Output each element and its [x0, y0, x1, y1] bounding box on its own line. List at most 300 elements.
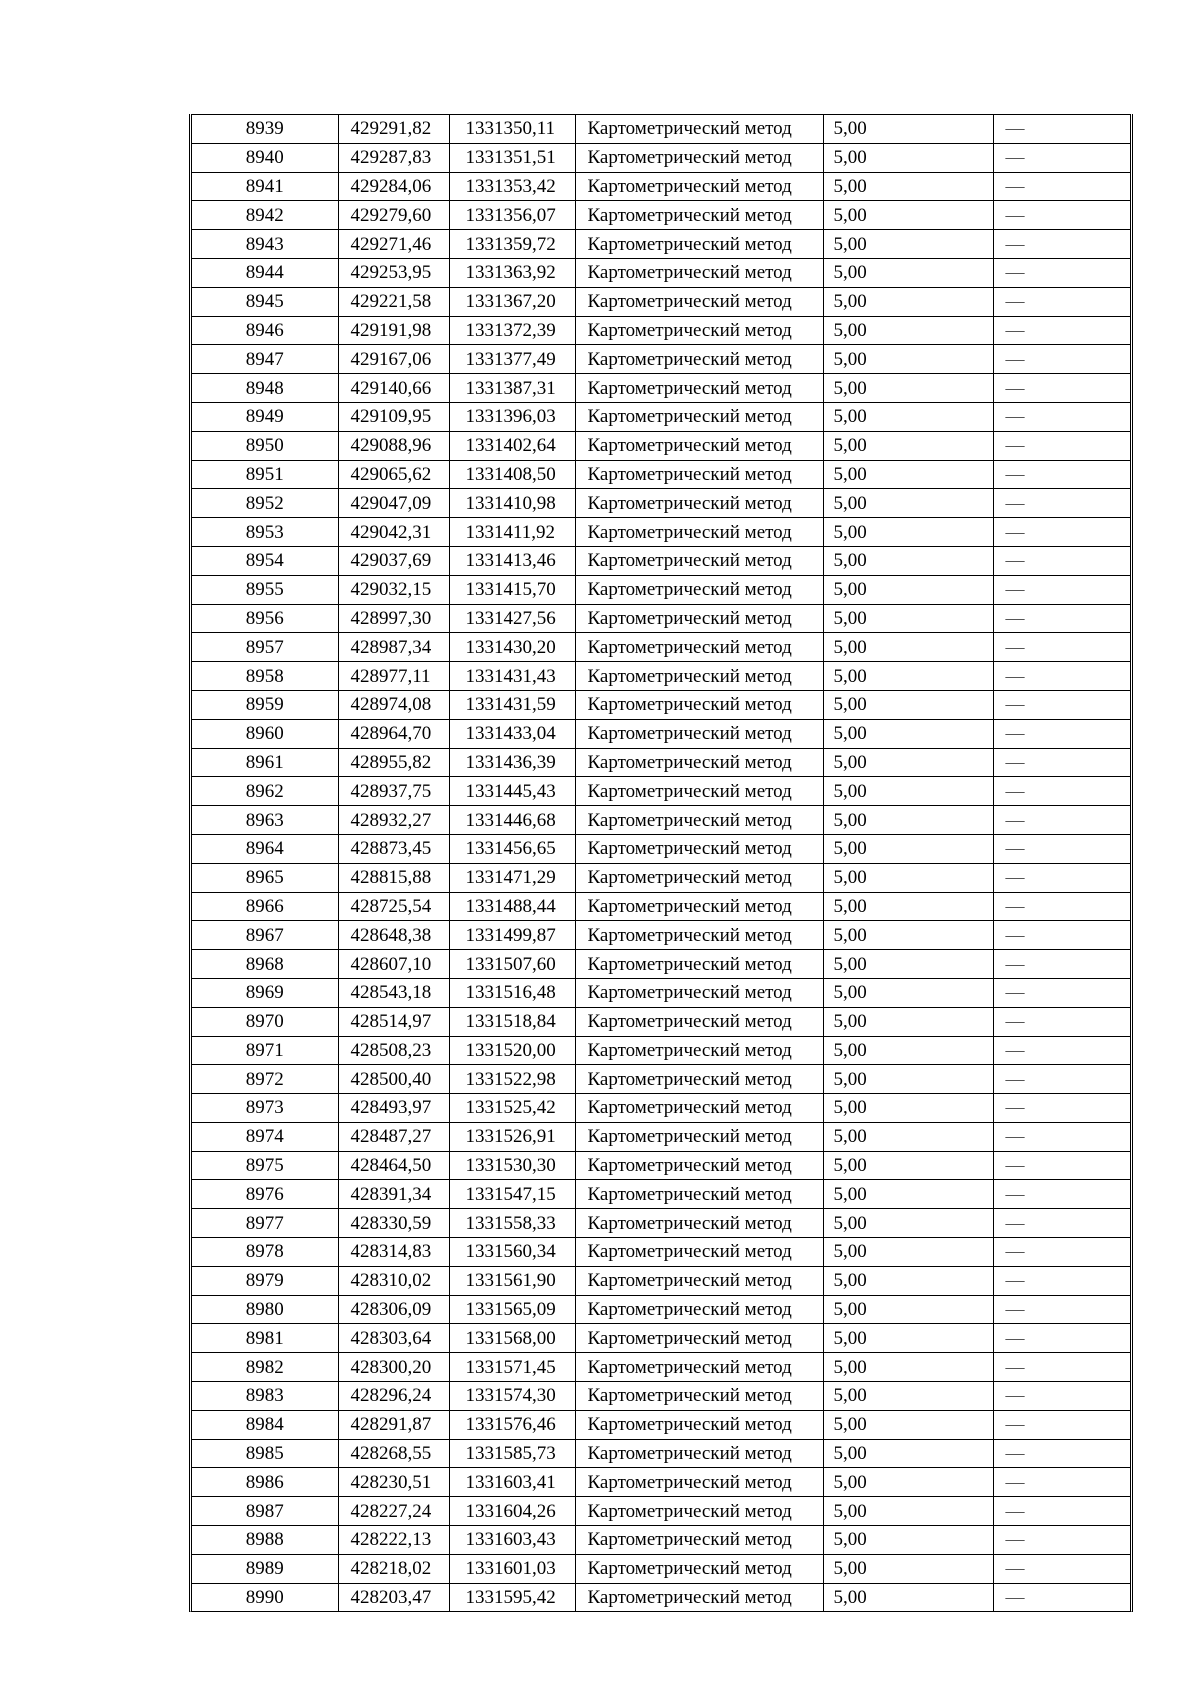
x-coordinate-cell: 428306,09 [338, 1295, 449, 1324]
x-coordinate-cell: 428203,47 [338, 1583, 449, 1611]
table-row [192, 489, 1130, 518]
point-number-cell: 8952 [192, 489, 338, 518]
accuracy-cell: 5,00 [823, 662, 993, 691]
y-coordinate-cell: 1331471,29 [449, 863, 575, 892]
y-coordinate-cell: 1331433,04 [449, 719, 575, 748]
table-row [192, 143, 1130, 172]
note-cell: — [993, 1151, 1130, 1180]
method-cell: Картометрический метод [575, 1065, 823, 1094]
point-number-cell: 8975 [192, 1151, 338, 1180]
note-cell: — [993, 489, 1130, 518]
table-row [192, 806, 1130, 835]
method-cell: Картометрический метод [575, 719, 823, 748]
method-cell: Картометрический метод [575, 201, 823, 230]
y-coordinate-cell: 1331372,39 [449, 316, 575, 345]
y-coordinate-cell: 1331560,34 [449, 1238, 575, 1267]
table-row [192, 258, 1130, 287]
y-coordinate-cell: 1331410,98 [449, 489, 575, 518]
x-coordinate-cell: 429271,46 [338, 230, 449, 259]
table-row [192, 172, 1130, 201]
point-number-cell: 8967 [192, 921, 338, 950]
accuracy-cell: 5,00 [823, 1468, 993, 1497]
method-cell: Картометрический метод [575, 950, 823, 979]
coordinates-table [192, 114, 1130, 1611]
accuracy-cell: 5,00 [823, 1094, 993, 1123]
note-cell: — [993, 115, 1130, 144]
x-coordinate-cell: 428974,08 [338, 690, 449, 719]
table-row [192, 1122, 1130, 1151]
point-number-cell: 8956 [192, 604, 338, 633]
accuracy-cell: 5,00 [823, 230, 993, 259]
method-cell: Картометрический метод [575, 374, 823, 403]
accuracy-cell: 5,00 [823, 604, 993, 633]
point-number-cell: 8964 [192, 834, 338, 863]
accuracy-cell: 5,00 [823, 201, 993, 230]
accuracy-cell: 5,00 [823, 1382, 993, 1411]
table-row [192, 1554, 1130, 1583]
point-number-cell: 8985 [192, 1439, 338, 1468]
accuracy-cell: 5,00 [823, 806, 993, 835]
method-cell: Картометрический метод [575, 230, 823, 259]
note-cell: — [993, 172, 1130, 201]
note-cell: — [993, 1410, 1130, 1439]
x-coordinate-cell: 428314,83 [338, 1238, 449, 1267]
point-number-cell: 8973 [192, 1094, 338, 1123]
accuracy-cell: 5,00 [823, 1324, 993, 1353]
method-cell: Картометрический метод [575, 921, 823, 950]
note-cell: — [993, 834, 1130, 863]
note-cell: — [993, 1007, 1130, 1036]
accuracy-cell: 5,00 [823, 633, 993, 662]
table-row [192, 1353, 1130, 1382]
x-coordinate-cell: 428987,34 [338, 633, 449, 662]
method-cell: Картометрический метод [575, 806, 823, 835]
x-coordinate-cell: 429287,83 [338, 143, 449, 172]
y-coordinate-cell: 1331363,92 [449, 258, 575, 287]
note-cell: — [993, 633, 1130, 662]
accuracy-cell: 5,00 [823, 1410, 993, 1439]
x-coordinate-cell: 428230,51 [338, 1468, 449, 1497]
method-cell: Картометрический метод [575, 1036, 823, 1065]
point-number-cell: 8940 [192, 143, 338, 172]
y-coordinate-cell: 1331520,00 [449, 1036, 575, 1065]
y-coordinate-cell: 1331547,15 [449, 1180, 575, 1209]
accuracy-cell: 5,00 [823, 1295, 993, 1324]
method-cell: Картометрический метод [575, 1266, 823, 1295]
method-cell: Картометрический метод [575, 863, 823, 892]
x-coordinate-cell: 429109,95 [338, 402, 449, 431]
method-cell: Картометрический метод [575, 518, 823, 547]
note-cell: — [993, 1295, 1130, 1324]
table-row [192, 950, 1130, 979]
method-cell: Картометрический метод [575, 1439, 823, 1468]
y-coordinate-cell: 1331595,42 [449, 1583, 575, 1611]
table-row [192, 575, 1130, 604]
y-coordinate-cell: 1331353,42 [449, 172, 575, 201]
method-cell: Картометрический метод [575, 1180, 823, 1209]
note-cell: — [993, 1094, 1130, 1123]
accuracy-cell: 5,00 [823, 921, 993, 950]
point-number-cell: 8963 [192, 806, 338, 835]
point-number-cell: 8955 [192, 575, 338, 604]
table-row [192, 1410, 1130, 1439]
method-cell: Картометрический метод [575, 172, 823, 201]
y-coordinate-cell: 1331603,41 [449, 1468, 575, 1497]
x-coordinate-cell: 429221,58 [338, 287, 449, 316]
y-coordinate-cell: 1331402,64 [449, 431, 575, 460]
accuracy-cell: 5,00 [823, 1065, 993, 1094]
method-cell: Картометрический метод [575, 1007, 823, 1036]
table-row [192, 1583, 1130, 1611]
y-coordinate-cell: 1331445,43 [449, 777, 575, 806]
method-cell: Картометрический метод [575, 1324, 823, 1353]
y-coordinate-cell: 1331516,48 [449, 978, 575, 1007]
method-cell: Картометрический метод [575, 1295, 823, 1324]
x-coordinate-cell: 428300,20 [338, 1353, 449, 1382]
table-row [192, 1468, 1130, 1497]
y-coordinate-cell: 1331431,43 [449, 662, 575, 691]
method-cell: Картометрический метод [575, 748, 823, 777]
point-number-cell: 8951 [192, 460, 338, 489]
y-coordinate-cell: 1331351,51 [449, 143, 575, 172]
y-coordinate-cell: 1331568,00 [449, 1324, 575, 1353]
note-cell: — [993, 518, 1130, 547]
table-row [192, 518, 1130, 547]
note-cell: — [993, 460, 1130, 489]
method-cell: Картометрический метод [575, 1583, 823, 1611]
table-body [192, 115, 1130, 1612]
accuracy-cell: 5,00 [823, 1209, 993, 1238]
x-coordinate-cell: 428725,54 [338, 892, 449, 921]
y-coordinate-cell: 1331585,73 [449, 1439, 575, 1468]
accuracy-cell: 5,00 [823, 950, 993, 979]
x-coordinate-cell: 428464,50 [338, 1151, 449, 1180]
note-cell: — [993, 1554, 1130, 1583]
table-row [192, 1036, 1130, 1065]
point-number-cell: 8966 [192, 892, 338, 921]
method-cell: Картометрический метод [575, 143, 823, 172]
y-coordinate-cell: 1331604,26 [449, 1497, 575, 1526]
accuracy-cell: 5,00 [823, 374, 993, 403]
x-coordinate-cell: 428508,23 [338, 1036, 449, 1065]
x-coordinate-cell: 428543,18 [338, 978, 449, 1007]
note-cell: — [993, 1468, 1130, 1497]
y-coordinate-cell: 1331415,70 [449, 575, 575, 604]
y-coordinate-cell: 1331565,09 [449, 1295, 575, 1324]
accuracy-cell: 5,00 [823, 1583, 993, 1611]
y-coordinate-cell: 1331525,42 [449, 1094, 575, 1123]
y-coordinate-cell: 1331571,45 [449, 1353, 575, 1382]
x-coordinate-cell: 428487,27 [338, 1122, 449, 1151]
y-coordinate-cell: 1331359,72 [449, 230, 575, 259]
accuracy-cell: 5,00 [823, 460, 993, 489]
table-row [192, 892, 1130, 921]
x-coordinate-cell: 428330,59 [338, 1209, 449, 1238]
method-cell: Картометрический метод [575, 1526, 823, 1555]
x-coordinate-cell: 429042,31 [338, 518, 449, 547]
method-cell: Картометрический метод [575, 604, 823, 633]
accuracy-cell: 5,00 [823, 431, 993, 460]
note-cell: — [993, 604, 1130, 633]
table-row [192, 287, 1130, 316]
accuracy-cell: 5,00 [823, 834, 993, 863]
coordinates-table-frame [189, 114, 1133, 1612]
y-coordinate-cell: 1331411,92 [449, 518, 575, 547]
x-coordinate-cell: 428391,34 [338, 1180, 449, 1209]
x-coordinate-cell: 428500,40 [338, 1065, 449, 1094]
note-cell: — [993, 1238, 1130, 1267]
method-cell: Картометрический метод [575, 345, 823, 374]
table-row [192, 662, 1130, 691]
x-coordinate-cell: 428937,75 [338, 777, 449, 806]
point-number-cell: 8980 [192, 1295, 338, 1324]
note-cell: — [993, 1324, 1130, 1353]
table-row [192, 316, 1130, 345]
x-coordinate-cell: 428222,13 [338, 1526, 449, 1555]
x-coordinate-cell: 429088,96 [338, 431, 449, 460]
accuracy-cell: 5,00 [823, 258, 993, 287]
method-cell: Картометрический метод [575, 1382, 823, 1411]
accuracy-cell: 5,00 [823, 978, 993, 1007]
x-coordinate-cell: 428964,70 [338, 719, 449, 748]
note-cell: — [993, 1583, 1130, 1611]
method-cell: Картометрический метод [575, 1122, 823, 1151]
x-coordinate-cell: 429253,95 [338, 258, 449, 287]
note-cell: — [993, 1209, 1130, 1238]
point-number-cell: 8948 [192, 374, 338, 403]
method-cell: Картометрический метод [575, 662, 823, 691]
point-number-cell: 8959 [192, 690, 338, 719]
accuracy-cell: 5,00 [823, 719, 993, 748]
point-number-cell: 8971 [192, 1036, 338, 1065]
accuracy-cell: 5,00 [823, 1439, 993, 1468]
table-row [192, 719, 1130, 748]
method-cell: Картометрический метод [575, 316, 823, 345]
method-cell: Картометрический метод [575, 575, 823, 604]
note-cell: — [993, 892, 1130, 921]
point-number-cell: 8957 [192, 633, 338, 662]
y-coordinate-cell: 1331377,49 [449, 345, 575, 374]
table-row [192, 1497, 1130, 1526]
point-number-cell: 8982 [192, 1353, 338, 1382]
accuracy-cell: 5,00 [823, 489, 993, 518]
y-coordinate-cell: 1331558,33 [449, 1209, 575, 1238]
method-cell: Картометрический метод [575, 777, 823, 806]
note-cell: — [993, 546, 1130, 575]
x-coordinate-cell: 428291,87 [338, 1410, 449, 1439]
y-coordinate-cell: 1331576,46 [449, 1410, 575, 1439]
point-number-cell: 8945 [192, 287, 338, 316]
table-row [192, 115, 1130, 144]
note-cell: — [993, 806, 1130, 835]
table-row [192, 1180, 1130, 1209]
x-coordinate-cell: 428997,30 [338, 604, 449, 633]
point-number-cell: 8942 [192, 201, 338, 230]
table-row [192, 1266, 1130, 1295]
x-coordinate-cell: 429065,62 [338, 460, 449, 489]
point-number-cell: 8984 [192, 1410, 338, 1439]
point-number-cell: 8986 [192, 1468, 338, 1497]
x-coordinate-cell: 428955,82 [338, 748, 449, 777]
y-coordinate-cell: 1331408,50 [449, 460, 575, 489]
table-row [192, 633, 1130, 662]
note-cell: — [993, 690, 1130, 719]
table-row [192, 1238, 1130, 1267]
y-coordinate-cell: 1331367,20 [449, 287, 575, 316]
x-coordinate-cell: 429037,69 [338, 546, 449, 575]
accuracy-cell: 5,00 [823, 1353, 993, 1382]
note-cell: — [993, 1353, 1130, 1382]
method-cell: Картометрический метод [575, 978, 823, 1007]
table-row [192, 863, 1130, 892]
y-coordinate-cell: 1331446,68 [449, 806, 575, 835]
note-cell: — [993, 374, 1130, 403]
accuracy-cell: 5,00 [823, 1007, 993, 1036]
method-cell: Картометрический метод [575, 1497, 823, 1526]
accuracy-cell: 5,00 [823, 1122, 993, 1151]
table-row [192, 402, 1130, 431]
note-cell: — [993, 777, 1130, 806]
accuracy-cell: 5,00 [823, 115, 993, 144]
point-number-cell: 8944 [192, 258, 338, 287]
x-coordinate-cell: 428296,24 [338, 1382, 449, 1411]
accuracy-cell: 5,00 [823, 863, 993, 892]
point-number-cell: 8972 [192, 1065, 338, 1094]
accuracy-cell: 5,00 [823, 748, 993, 777]
point-number-cell: 8941 [192, 172, 338, 201]
y-coordinate-cell: 1331603,43 [449, 1526, 575, 1555]
x-coordinate-cell: 428648,38 [338, 921, 449, 950]
x-coordinate-cell: 428977,11 [338, 662, 449, 691]
point-number-cell: 8950 [192, 431, 338, 460]
x-coordinate-cell: 429032,15 [338, 575, 449, 604]
table-row [192, 690, 1130, 719]
point-number-cell: 8961 [192, 748, 338, 777]
point-number-cell: 8987 [192, 1497, 338, 1526]
table-row [192, 748, 1130, 777]
point-number-cell: 8953 [192, 518, 338, 547]
table-row [192, 1382, 1130, 1411]
x-coordinate-cell: 429167,06 [338, 345, 449, 374]
method-cell: Картометрический метод [575, 690, 823, 719]
method-cell: Картометрический метод [575, 1468, 823, 1497]
x-coordinate-cell: 429291,82 [338, 115, 449, 144]
point-number-cell: 8943 [192, 230, 338, 259]
accuracy-cell: 5,00 [823, 172, 993, 201]
y-coordinate-cell: 1331396,03 [449, 402, 575, 431]
note-cell: — [993, 1439, 1130, 1468]
method-cell: Картометрический метод [575, 1238, 823, 1267]
accuracy-cell: 5,00 [823, 1554, 993, 1583]
x-coordinate-cell: 428873,45 [338, 834, 449, 863]
table-row [192, 777, 1130, 806]
note-cell: — [993, 748, 1130, 777]
point-number-cell: 8954 [192, 546, 338, 575]
table-row [192, 604, 1130, 633]
method-cell: Картометрический метод [575, 1554, 823, 1583]
method-cell: Картометрический метод [575, 1094, 823, 1123]
note-cell: — [993, 258, 1130, 287]
table-row [192, 460, 1130, 489]
note-cell: — [993, 1036, 1130, 1065]
y-coordinate-cell: 1331456,65 [449, 834, 575, 863]
point-number-cell: 8947 [192, 345, 338, 374]
accuracy-cell: 5,00 [823, 892, 993, 921]
note-cell: — [993, 1122, 1130, 1151]
y-coordinate-cell: 1331601,03 [449, 1554, 575, 1583]
table-row [192, 201, 1130, 230]
note-cell: — [993, 575, 1130, 604]
x-coordinate-cell: 428227,24 [338, 1497, 449, 1526]
method-cell: Картометрический метод [575, 1410, 823, 1439]
x-coordinate-cell: 429191,98 [338, 316, 449, 345]
method-cell: Картометрический метод [575, 258, 823, 287]
point-number-cell: 8983 [192, 1382, 338, 1411]
y-coordinate-cell: 1331518,84 [449, 1007, 575, 1036]
accuracy-cell: 5,00 [823, 1036, 993, 1065]
accuracy-cell: 5,00 [823, 345, 993, 374]
accuracy-cell: 5,00 [823, 690, 993, 719]
table-row [192, 1065, 1130, 1094]
method-cell: Картометрический метод [575, 892, 823, 921]
note-cell: — [993, 662, 1130, 691]
y-coordinate-cell: 1331507,60 [449, 950, 575, 979]
note-cell: — [993, 1497, 1130, 1526]
table-row [192, 345, 1130, 374]
table-row [192, 1526, 1130, 1555]
y-coordinate-cell: 1331431,59 [449, 690, 575, 719]
y-coordinate-cell: 1331430,20 [449, 633, 575, 662]
method-cell: Картометрический метод [575, 287, 823, 316]
y-coordinate-cell: 1331522,98 [449, 1065, 575, 1094]
note-cell: — [993, 978, 1130, 1007]
x-coordinate-cell: 428514,97 [338, 1007, 449, 1036]
accuracy-cell: 5,00 [823, 1497, 993, 1526]
note-cell: — [993, 950, 1130, 979]
method-cell: Картометрический метод [575, 546, 823, 575]
y-coordinate-cell: 1331387,31 [449, 374, 575, 403]
table-row [192, 431, 1130, 460]
accuracy-cell: 5,00 [823, 287, 993, 316]
point-number-cell: 8946 [192, 316, 338, 345]
method-cell: Картометрический метод [575, 460, 823, 489]
point-number-cell: 8969 [192, 978, 338, 1007]
point-number-cell: 8968 [192, 950, 338, 979]
point-number-cell: 8962 [192, 777, 338, 806]
method-cell: Картометрический метод [575, 431, 823, 460]
x-coordinate-cell: 428815,88 [338, 863, 449, 892]
x-coordinate-cell: 428932,27 [338, 806, 449, 835]
accuracy-cell: 5,00 [823, 575, 993, 604]
y-coordinate-cell: 1331427,56 [449, 604, 575, 633]
table-row [192, 978, 1130, 1007]
method-cell: Картометрический метод [575, 1353, 823, 1382]
accuracy-cell: 5,00 [823, 546, 993, 575]
note-cell: — [993, 863, 1130, 892]
note-cell: — [993, 316, 1130, 345]
method-cell: Картометрический метод [575, 489, 823, 518]
x-coordinate-cell: 428218,02 [338, 1554, 449, 1583]
point-number-cell: 8958 [192, 662, 338, 691]
point-number-cell: 8988 [192, 1526, 338, 1555]
x-coordinate-cell: 428268,55 [338, 1439, 449, 1468]
note-cell: — [993, 143, 1130, 172]
note-cell: — [993, 402, 1130, 431]
accuracy-cell: 5,00 [823, 402, 993, 431]
point-number-cell: 8976 [192, 1180, 338, 1209]
table-row [192, 1324, 1130, 1353]
point-number-cell: 8978 [192, 1238, 338, 1267]
